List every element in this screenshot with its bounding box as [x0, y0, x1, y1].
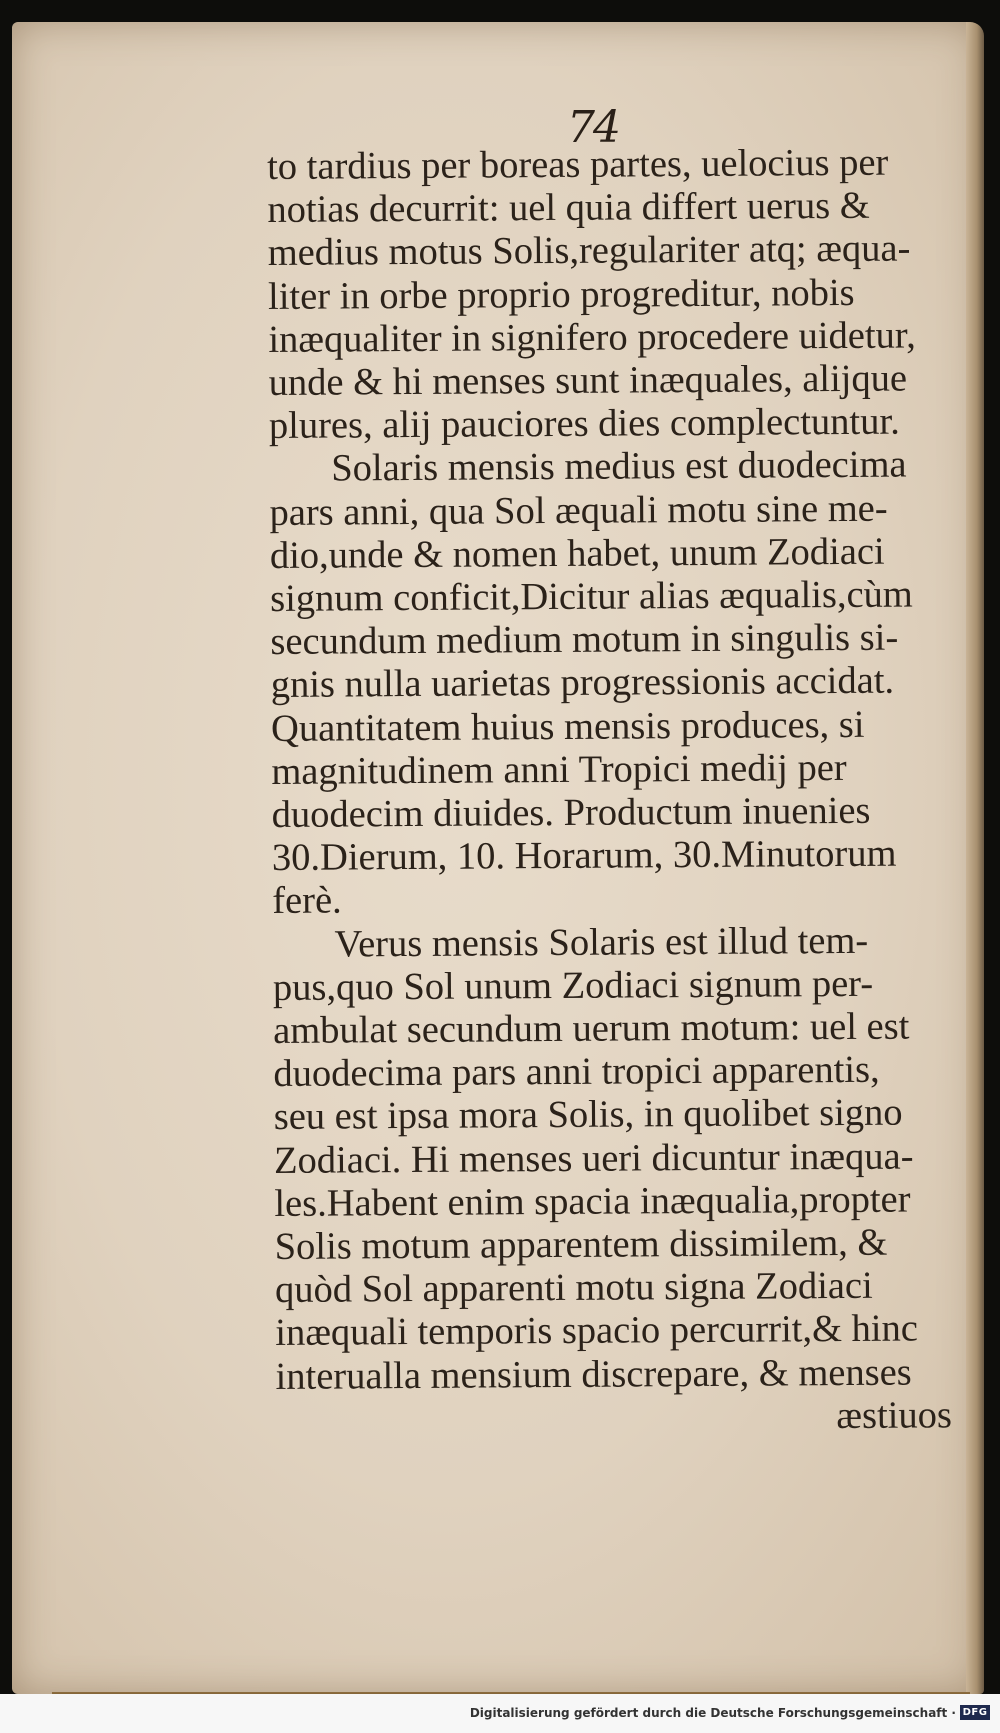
paragraph-start-line: Verus mensis Solaris est illud tem- — [334, 919, 869, 966]
text-line: plures, alij pauciores dies complectuntur. — [268, 400, 900, 448]
text-line: inæqualiter in signifero procedere uidetur, — [268, 314, 916, 361]
dfg-logo: DFG — [960, 1705, 990, 1720]
book-page — [12, 22, 980, 1694]
text-line: pus,quo Sol unum Zodiaci signum per- — [272, 962, 874, 1009]
text-line: inæquali temporis spacio percurrit,& hinc — [275, 1307, 919, 1355]
text-line: dio,unde & nomen habet, unum Zodiaci — [269, 530, 885, 577]
text-line: pars anni, qua Sol æquali motu sine me- — [269, 487, 888, 534]
text-line: signum conficit,Dicitur alias æqualis,cùm — [270, 573, 913, 621]
text-line: les.Habent enim spacia inæqualia,propter — [274, 1178, 911, 1225]
text-line: magnitudinem anni Tropici medij per — [271, 746, 847, 793]
text-line: ambulat secundum uerum motum: uel est — [273, 1005, 910, 1053]
text-line: gnis nulla uarietas progressionis accidat. — [270, 660, 895, 707]
text-line: to tardius per boreas partes, uelocius per — [267, 141, 889, 188]
funding-credit: Digitalisierung gefördert durch die Deutsche Forschungsgemeinschaft · — [469, 1706, 956, 1720]
text-line: ferè. — [272, 879, 342, 923]
paragraph-start-line: Solaris mensis medius est duodecima — [331, 443, 907, 490]
body-text — [267, 141, 966, 1442]
digitization-footer — [0, 1694, 1000, 1733]
text-line: notias decurrit: uel quia differt uerus & — [267, 184, 870, 232]
text-line: duodecima pars anni tropici apparentis, — [273, 1049, 880, 1096]
page-number: 74 — [567, 102, 619, 153]
text-line: 30.Dierum, 10. Horarum, 30.Minutorum — [271, 832, 897, 880]
text-line: interualla mensium discrepare, & menses — [275, 1351, 912, 1398]
catchword: æstiuos — [836, 1394, 953, 1437]
text-line: liter in orbe proprio progreditur, nobis — [267, 271, 855, 318]
text-line: unde & hi menses sunt inæquales, alijque — [268, 357, 908, 405]
text-line: quòd Sol apparenti motu signa Zodiaci — [274, 1265, 873, 1312]
text-line: medius motus Solis,regulariter atq; æqua- — [267, 227, 911, 275]
text-line: Zodiaci. Hi menses ueri dicuntur inæqua- — [273, 1135, 914, 1182]
text-line: Solis motum apparentem dissimilem, & — [274, 1221, 888, 1269]
text-line: Quantitatem huius mensis produces, si — [270, 703, 865, 750]
page-fore-edge — [966, 22, 984, 1694]
text-line: duodecim diuides. Productum inuenies — [271, 789, 871, 837]
text-line: secundum medium motum in singulis si- — [270, 616, 899, 664]
text-line: seu est ipsa mora Solis, in quolibet signo — [273, 1092, 903, 1139]
